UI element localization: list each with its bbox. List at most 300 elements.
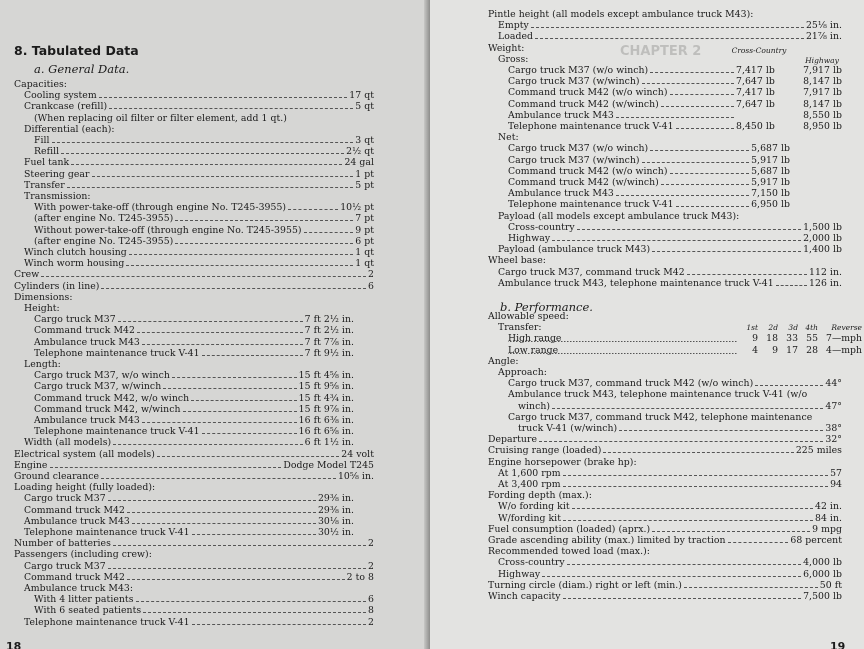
leader-dots bbox=[676, 127, 734, 129]
row-label: At 3,400 rpm bbox=[498, 479, 561, 490]
leader-dots bbox=[163, 387, 296, 389]
leader-dots bbox=[755, 384, 823, 386]
data-row bbox=[24, 583, 374, 594]
highway-value: 8,147 lb bbox=[803, 98, 842, 110]
leader-dots bbox=[108, 499, 316, 501]
cross-country-value: 5,687 lb bbox=[751, 165, 790, 177]
row-label: Grade ascending ability (max.) limited by traction bbox=[488, 535, 726, 546]
weight-row bbox=[508, 121, 842, 132]
data-row bbox=[498, 211, 842, 222]
row-label: (after engine No. T245-3955) bbox=[34, 213, 174, 225]
row-value: 42 in. bbox=[814, 501, 842, 513]
leader-dots bbox=[118, 320, 303, 322]
leader-dots bbox=[676, 205, 750, 207]
row-label: Winch worm housing bbox=[24, 258, 125, 270]
data-row bbox=[498, 501, 842, 512]
row-label: Engine bbox=[14, 459, 48, 471]
row-value: 2 bbox=[368, 538, 374, 550]
leader-dots bbox=[542, 575, 801, 577]
row-value: 15 ft 4¾ in. bbox=[298, 392, 354, 404]
row-label: Cargo truck M37 (w/o winch) bbox=[508, 65, 649, 76]
row-label: Fording depth (max.): bbox=[488, 490, 592, 502]
data-row bbox=[34, 605, 374, 616]
weight-row bbox=[508, 143, 842, 154]
row-value: 10⅝ in. bbox=[337, 471, 374, 482]
row-label: Highway bbox=[498, 568, 541, 580]
speed-label: Low range bbox=[508, 345, 738, 356]
row-value: 1 pt bbox=[355, 168, 374, 180]
leader-dots bbox=[650, 149, 749, 151]
gear-header: 3d bbox=[788, 323, 798, 333]
weight-row bbox=[508, 76, 842, 87]
data-row bbox=[498, 468, 842, 479]
leader-dots bbox=[71, 163, 342, 165]
row-label: Command truck M42 (w/winch) bbox=[508, 98, 659, 110]
data-row bbox=[498, 513, 842, 524]
data-row bbox=[488, 535, 842, 546]
data-row bbox=[34, 236, 374, 247]
row-label: Height: bbox=[24, 303, 60, 314]
row-value: 5 qt bbox=[355, 101, 374, 113]
leader-dots bbox=[563, 519, 813, 521]
row-value: 7 ft 7⅞ in. bbox=[304, 336, 354, 348]
row-label: Cargo truck M37, command truck M42 (w/o winch) bbox=[508, 378, 754, 390]
highway-value: 8,147 lb bbox=[803, 76, 842, 88]
leader-dots bbox=[650, 71, 734, 73]
data-row bbox=[14, 292, 374, 303]
speed-value: 18 bbox=[766, 333, 778, 345]
leader-dots bbox=[67, 186, 354, 188]
leader-dots bbox=[616, 194, 749, 196]
speed-value: 4 bbox=[752, 344, 758, 356]
leader-dots bbox=[129, 253, 353, 255]
section-title: 8. Tabulated Data bbox=[14, 43, 139, 58]
data-row bbox=[14, 281, 374, 292]
leader-dots bbox=[142, 421, 297, 423]
row-label: Cargo truck M37, w/winch bbox=[34, 381, 162, 393]
row-value: 17 qt bbox=[349, 90, 374, 102]
row-label: Cooling system bbox=[24, 90, 97, 102]
row-label: Transfer bbox=[24, 179, 65, 191]
row-label: With 6 seated patients bbox=[34, 605, 142, 617]
row-value: 4,000 lb bbox=[803, 557, 842, 569]
leader-dots bbox=[109, 107, 353, 109]
row-label: Ambulance truck M43, telephone maintenance truck V-41 bbox=[498, 277, 774, 289]
speed-value: 17 bbox=[786, 344, 798, 356]
row-value: 16 ft 6⅝ in. bbox=[298, 426, 354, 438]
row-value: 225 miles bbox=[795, 445, 842, 457]
row-label: With 4 litter patients bbox=[34, 594, 134, 606]
row-value: 21⅞ in. bbox=[805, 31, 842, 43]
right-page bbox=[430, 0, 864, 649]
row-label: Winch clutch housing bbox=[24, 247, 127, 258]
leader-dots bbox=[136, 600, 366, 602]
data-row bbox=[498, 367, 842, 378]
row-label: Telephone maintenance truck V-41 bbox=[24, 527, 190, 538]
row-value: 7 pt bbox=[355, 213, 374, 225]
cross-country-value: 7,647 lb bbox=[736, 76, 775, 88]
data-row bbox=[488, 445, 842, 456]
leader-dots bbox=[52, 141, 354, 143]
leader-dots bbox=[552, 239, 801, 241]
row-value: 2 to 8 bbox=[346, 571, 374, 583]
row-value: 94 bbox=[830, 479, 842, 490]
row-label: Telephone maintenance truck V-41 bbox=[34, 426, 200, 438]
data-row bbox=[14, 79, 374, 90]
data-row bbox=[14, 471, 374, 482]
row-value: 57 bbox=[830, 467, 842, 479]
data-row bbox=[488, 591, 842, 602]
row-label: Crew bbox=[14, 269, 40, 281]
row-label: Command truck M42 bbox=[24, 504, 125, 516]
data-row bbox=[34, 314, 354, 325]
row-label: Cargo truck M37 (w/o winch) bbox=[508, 143, 649, 155]
row-label: Turning circle (diam.) right or left (min.) bbox=[488, 579, 682, 591]
leader-dots bbox=[661, 183, 749, 185]
data-row bbox=[34, 146, 374, 157]
gear-header: 4th bbox=[805, 323, 818, 333]
row-label: (after engine No. T245-3955) bbox=[34, 235, 174, 247]
column-header-highway: Highway bbox=[805, 56, 839, 65]
data-row bbox=[498, 20, 842, 31]
data-row bbox=[488, 255, 842, 266]
leader-dots bbox=[202, 354, 303, 356]
leader-dots bbox=[652, 250, 801, 252]
row-value: 15 ft 9⅞ in. bbox=[298, 403, 354, 415]
subsection-title-general: a. General Data. bbox=[34, 62, 130, 76]
row-label: Cargo truck M37, command truck M42, telephone maintenance bbox=[508, 411, 813, 423]
data-row bbox=[14, 269, 374, 280]
data-row bbox=[14, 482, 374, 493]
leader-dots bbox=[563, 485, 828, 487]
row-label: Winch capacity bbox=[488, 591, 561, 602]
leader-dots bbox=[619, 429, 823, 431]
leader-dots bbox=[603, 451, 793, 453]
data-row bbox=[498, 278, 842, 289]
data-row bbox=[508, 412, 842, 423]
transfer-label: Transfer: bbox=[498, 322, 542, 334]
leader-dots bbox=[113, 544, 366, 546]
cross-country-value: 7,647 lb bbox=[736, 98, 775, 110]
row-value: 7 ft 2½ in. bbox=[304, 314, 354, 326]
weight-row bbox=[508, 87, 842, 98]
leader-dots bbox=[661, 105, 734, 107]
row-value: 24 gal bbox=[344, 157, 374, 169]
row-value: 6 bbox=[368, 280, 374, 292]
row-label: Ambulance truck M43 bbox=[508, 188, 614, 200]
cross-country-value: 7,417 lb bbox=[736, 65, 775, 76]
data-row bbox=[34, 415, 354, 426]
row-label: Payload (all models except ambulance truck M43): bbox=[498, 210, 740, 222]
data-row bbox=[24, 516, 354, 527]
data-row bbox=[498, 557, 842, 568]
cross-country-value: 5,687 lb bbox=[751, 143, 790, 155]
leader-dots bbox=[108, 567, 366, 569]
speed-value: 33 bbox=[786, 333, 798, 345]
row-label: Command truck M42, w/winch bbox=[34, 403, 181, 415]
data-row bbox=[508, 378, 842, 389]
row-label: Cargo truck M37, command truck M42 bbox=[498, 266, 685, 278]
weight-row bbox=[508, 188, 842, 199]
leader-dots bbox=[192, 623, 366, 625]
weight-row bbox=[508, 166, 842, 177]
leader-dots bbox=[101, 477, 336, 479]
data-row bbox=[34, 426, 354, 437]
data-row bbox=[24, 191, 374, 202]
data-row bbox=[14, 449, 374, 460]
speed-row bbox=[508, 333, 862, 344]
data-row bbox=[34, 348, 354, 359]
row-value: 2½ qt bbox=[346, 146, 374, 158]
row-value: 29⅜ in. bbox=[317, 493, 354, 505]
row-label: Number of batteries bbox=[14, 538, 111, 550]
leader-dots bbox=[728, 541, 789, 543]
gross-title: Gross: bbox=[498, 53, 529, 65]
row-value: 6 pt bbox=[355, 235, 374, 247]
cross-country-value: 7,150 lb bbox=[751, 188, 790, 200]
row-label: Ambulance truck M43: bbox=[24, 583, 134, 594]
row-label: Cargo truck M37 bbox=[34, 314, 116, 326]
data-row bbox=[24, 617, 374, 628]
data-row bbox=[14, 538, 374, 549]
row-label: Command truck M42, w/o winch bbox=[34, 392, 190, 404]
leader-dots bbox=[175, 242, 353, 244]
weight-row bbox=[508, 199, 842, 210]
gear-header: 1st bbox=[746, 323, 758, 333]
row-label: Loaded bbox=[498, 31, 534, 43]
row-value: 8 bbox=[368, 605, 374, 617]
leader-dots bbox=[288, 208, 338, 210]
row-value: 38° bbox=[825, 423, 842, 434]
row-value: 6,000 lb bbox=[803, 568, 842, 580]
row-value: 5 pt bbox=[355, 179, 374, 191]
leader-dots bbox=[304, 231, 354, 233]
row-label: Pintle height (all models except ambulance truck M43): bbox=[488, 9, 754, 20]
leader-dots bbox=[539, 440, 823, 442]
row-value: 2 bbox=[368, 616, 374, 628]
row-value: 7 ft 9½ in. bbox=[304, 347, 354, 359]
cross-country-value: 5,917 lb bbox=[751, 154, 790, 166]
row-label: Ambulance truck M43 bbox=[34, 336, 140, 348]
highway-value: 8,950 lb bbox=[803, 121, 842, 132]
row-value: 24 volt bbox=[341, 448, 374, 460]
leader-dots bbox=[137, 331, 303, 333]
row-label: Passengers (including crew): bbox=[14, 549, 152, 561]
row-label: Steering gear bbox=[24, 168, 90, 180]
leader-dots bbox=[143, 611, 366, 613]
leader-dots bbox=[132, 522, 316, 524]
row-value: 2 bbox=[368, 560, 374, 572]
row-label: Fuel consumption (loaded) (aprx.) bbox=[488, 523, 651, 535]
row-value: Dodge Model T245 bbox=[283, 459, 374, 471]
leader-dots bbox=[191, 399, 297, 401]
data-row bbox=[488, 524, 842, 535]
row-label: Fuel tank bbox=[24, 157, 70, 169]
row-label: Cruising range (loaded) bbox=[488, 445, 602, 457]
leader-dots bbox=[113, 443, 302, 445]
data-row bbox=[508, 222, 842, 233]
row-label: Command truck M42 bbox=[24, 571, 125, 583]
row-label: Ambulance truck M43 bbox=[34, 415, 140, 426]
leader-dots bbox=[183, 410, 297, 412]
leader-dots bbox=[642, 82, 734, 84]
row-label: Cargo truck M37, w/o winch bbox=[34, 370, 170, 382]
transfer-header-row bbox=[498, 322, 862, 333]
row-label: Telephone maintenance truck V-41 bbox=[34, 347, 200, 359]
row-value: 84 in. bbox=[814, 512, 842, 524]
speed-row bbox=[508, 345, 862, 356]
row-value: 9 pt bbox=[355, 224, 374, 236]
data-row bbox=[34, 370, 354, 381]
row-label: Cargo truck M37 (w/winch) bbox=[508, 76, 640, 88]
leader-dots bbox=[687, 273, 807, 275]
data-row bbox=[498, 244, 842, 255]
leader-dots bbox=[157, 455, 339, 457]
leader-dots bbox=[670, 93, 734, 95]
row-label: Angle: bbox=[488, 355, 519, 367]
row-label: Highway bbox=[508, 233, 551, 244]
row-label: Cargo truck M37 (w/winch) bbox=[508, 154, 640, 166]
leader-dots bbox=[172, 376, 297, 378]
row-label: Ambulance truck M43, telephone maintenance truck V-41 (w/o bbox=[508, 389, 808, 401]
data-row bbox=[24, 124, 374, 135]
row-value: 16 ft 6⅜ in. bbox=[298, 415, 354, 426]
row-label: Refill bbox=[34, 146, 60, 158]
row-label: Transmission: bbox=[24, 191, 91, 202]
leader-dots bbox=[535, 37, 804, 39]
row-label: Empty bbox=[498, 20, 529, 32]
data-row bbox=[24, 90, 374, 101]
leader-dots bbox=[552, 407, 823, 409]
row-label: Without power-take-off (through engine No. T245-3955) bbox=[34, 224, 302, 236]
row-value: 1,500 lb bbox=[803, 221, 842, 233]
leader-dots bbox=[101, 287, 366, 289]
weight-row bbox=[508, 177, 842, 188]
data-row bbox=[34, 594, 374, 605]
data-row bbox=[34, 135, 374, 146]
row-label: Wheel base: bbox=[488, 255, 546, 267]
row-label: Telephone maintenance truck V-41 bbox=[508, 199, 674, 211]
leader-dots bbox=[126, 264, 353, 266]
row-label: Ground clearance bbox=[14, 471, 100, 482]
cross-country-value: 5,917 lb bbox=[751, 177, 790, 188]
row-label: Command truck M42 (w/winch) bbox=[508, 177, 659, 188]
row-value: 15 ft 4⅝ in. bbox=[298, 370, 354, 382]
row-label: Departure bbox=[488, 434, 538, 446]
data-row bbox=[14, 549, 374, 560]
data-row bbox=[24, 505, 354, 516]
data-row bbox=[24, 561, 374, 572]
weight-title: Weight: bbox=[488, 42, 525, 54]
row-label: Ambulance truck M43 bbox=[24, 515, 130, 527]
row-label: Fill bbox=[34, 135, 50, 146]
data-row bbox=[34, 404, 354, 415]
row-value: 1 qt bbox=[355, 247, 374, 258]
row-label: truck V-41 (w/winch) bbox=[518, 423, 618, 434]
data-row bbox=[24, 572, 374, 583]
data-row bbox=[518, 401, 842, 412]
row-label: Width (all models) bbox=[24, 437, 112, 449]
data-row bbox=[34, 337, 354, 348]
row-value: 47° bbox=[825, 400, 842, 412]
row-label: Cylinders (in line) bbox=[14, 280, 100, 292]
leader-dots bbox=[567, 563, 801, 565]
data-row bbox=[488, 434, 842, 445]
leader-dots bbox=[202, 432, 297, 434]
row-label: Electrical system (all models) bbox=[14, 448, 155, 460]
row-value: 30⅛ in. bbox=[317, 515, 354, 527]
column-header-cross-country: Cross-Country bbox=[731, 46, 787, 55]
row-value: 2,000 lb bbox=[803, 233, 842, 244]
leader-dots bbox=[577, 228, 801, 230]
data-row bbox=[24, 437, 354, 448]
data-row bbox=[24, 101, 374, 112]
row-value: 68 percent bbox=[790, 535, 842, 546]
leader-dots bbox=[192, 533, 316, 535]
data-row bbox=[498, 267, 842, 278]
leader-dots bbox=[127, 511, 316, 513]
row-value: 7 ft 2½ in. bbox=[304, 325, 354, 337]
leader-dots bbox=[41, 275, 366, 277]
row-value: 126 in. bbox=[809, 277, 842, 289]
row-value: 15 ft 9⅝ in. bbox=[298, 381, 354, 393]
leader-dots bbox=[684, 586, 818, 588]
gear-header: Reverse bbox=[831, 323, 862, 333]
row-label: With power-take-off (through engine No. T245-3955) bbox=[34, 202, 287, 214]
leader-dots bbox=[61, 152, 344, 154]
data-row bbox=[24, 157, 374, 168]
row-label: Command truck M42 (w/o winch) bbox=[508, 87, 668, 99]
row-value: 29⅜ in. bbox=[317, 504, 354, 516]
row-label: Dimensions: bbox=[14, 291, 73, 303]
data-row bbox=[24, 303, 374, 314]
data-row bbox=[34, 202, 374, 213]
row-value: 2 bbox=[368, 269, 374, 281]
data-row bbox=[498, 479, 842, 490]
row-label: (When replacing oil filter or filter element, add 1 qt.) bbox=[34, 112, 287, 124]
row-label: Length: bbox=[24, 359, 61, 370]
leader-dots bbox=[572, 507, 813, 509]
data-row bbox=[34, 225, 374, 236]
leader-dots bbox=[652, 530, 810, 532]
row-label: Cross-country bbox=[508, 221, 575, 233]
data-row bbox=[24, 247, 374, 258]
leader-dots bbox=[616, 116, 734, 118]
left-page bbox=[0, 0, 430, 649]
highway-value: 8,550 lb bbox=[803, 109, 842, 121]
row-value: 7,500 lb bbox=[803, 591, 842, 602]
gear-header: 2d bbox=[768, 323, 778, 333]
data-row bbox=[24, 527, 354, 538]
weight-row bbox=[508, 65, 842, 76]
row-label: Telephone maintenance truck V-41 bbox=[508, 121, 674, 132]
leader-dots bbox=[670, 172, 750, 174]
row-value: 10½ pt bbox=[340, 202, 374, 214]
data-row bbox=[24, 359, 374, 370]
row-value: 44° bbox=[825, 378, 842, 390]
leader-dots bbox=[50, 466, 282, 468]
data-row bbox=[518, 423, 842, 434]
speed-label: High range bbox=[508, 333, 738, 344]
speed-value: 9 bbox=[752, 333, 758, 345]
row-value: 25⅛ in. bbox=[805, 20, 842, 32]
data-row bbox=[34, 325, 354, 336]
data-row bbox=[34, 213, 374, 224]
page-number-left: 18 bbox=[6, 640, 22, 649]
leader-dots bbox=[642, 161, 750, 163]
row-label: Payload (ambulance truck M43) bbox=[498, 244, 651, 256]
row-label: Cargo truck M37 bbox=[24, 493, 106, 505]
